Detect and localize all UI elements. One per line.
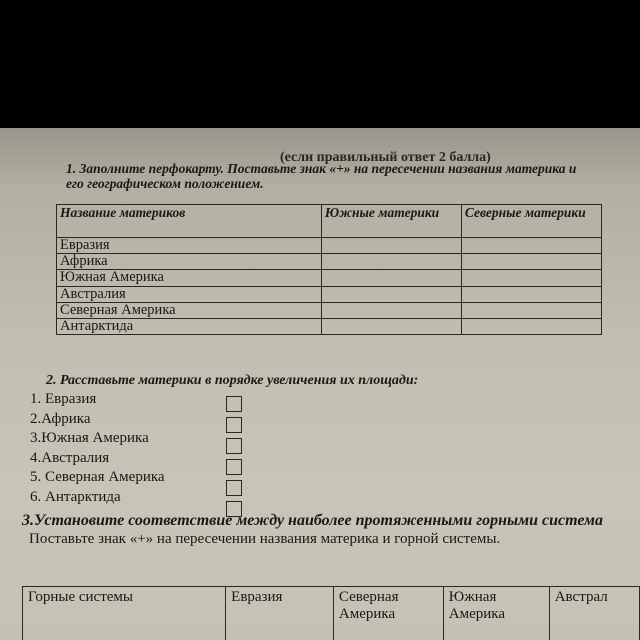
continent-cell: Австралия	[57, 286, 322, 302]
table-row	[57, 302, 602, 318]
answer-cell[interactable]	[461, 302, 601, 318]
answer-box[interactable]	[226, 417, 242, 433]
list-item: 1. Евразия	[30, 391, 97, 407]
table-row	[57, 319, 602, 335]
continent-cell: Северная Америка	[57, 302, 322, 318]
header-northern: Северные материки	[461, 205, 601, 238]
answer-cell[interactable]	[461, 254, 601, 270]
header-north-america: Северная Америка	[333, 587, 443, 640]
continent-cell: Антарктида	[57, 319, 322, 335]
answer-cell[interactable]	[461, 319, 601, 335]
answer-cell[interactable]	[461, 286, 601, 302]
continent-list	[30, 390, 165, 507]
header-southern: Южные материки	[321, 205, 461, 238]
header-south-america: Южная Америка	[443, 587, 549, 640]
answer-cell[interactable]	[321, 302, 461, 318]
answer-cell[interactable]	[321, 238, 461, 254]
mountains-table	[22, 586, 640, 640]
question-3-title: 3.Установите соответствие между наиболее протяженными горными система	[22, 512, 604, 529]
table-row	[57, 286, 602, 302]
list-item: 5. Северная Америка	[30, 469, 165, 485]
cut-off-header: (если правильный ответ 2 балла)	[280, 150, 491, 165]
continent-cell: Африка	[57, 254, 322, 270]
answer-box[interactable]	[226, 396, 242, 412]
answer-cell[interactable]	[321, 286, 461, 302]
order-boxes	[226, 396, 242, 522]
question-3-subtitle: Поставьте знак «+» на пересечении названия материка и горной системы.	[29, 531, 501, 547]
question-1-line-2: его географическом положением.	[66, 176, 264, 191]
continents-table	[56, 204, 602, 335]
continent-cell: Южная Америка	[57, 270, 322, 286]
list-item: 4.Австралия	[30, 449, 110, 466]
header-australia: Австрал	[549, 587, 639, 640]
answer-box[interactable]	[226, 480, 242, 496]
table-row	[57, 238, 602, 254]
answer-cell[interactable]	[461, 238, 601, 254]
answer-box[interactable]	[226, 438, 242, 454]
answer-cell[interactable]	[321, 270, 461, 286]
answer-cell[interactable]	[321, 254, 461, 270]
question-1-line-1: 1. Заполните перфокарту. Поставьте знак «+» на пересечении названия материка и	[66, 161, 577, 176]
list-item: 2.Африка	[30, 410, 91, 427]
worksheet-page	[0, 128, 640, 640]
header-eurasia: Евразия	[226, 587, 334, 640]
table-header-row	[23, 587, 640, 640]
question-2-title: 2. Расставьте материки в порядке увеличения их площади:	[46, 373, 419, 388]
list-item: 3.Южная Америка	[30, 430, 149, 446]
answer-box[interactable]	[226, 459, 242, 475]
table-row	[57, 270, 602, 286]
question-1	[66, 161, 640, 191]
answer-cell[interactable]	[461, 270, 601, 286]
table-row	[57, 254, 602, 270]
list-item: 6. Антарктида	[30, 488, 121, 505]
answer-cell[interactable]	[321, 319, 461, 335]
header-continent-name: Название материков	[57, 205, 322, 238]
table-header-row	[57, 205, 602, 238]
header-mountain-systems: Горные системы	[23, 587, 226, 640]
continent-cell: Евразия	[57, 238, 322, 254]
